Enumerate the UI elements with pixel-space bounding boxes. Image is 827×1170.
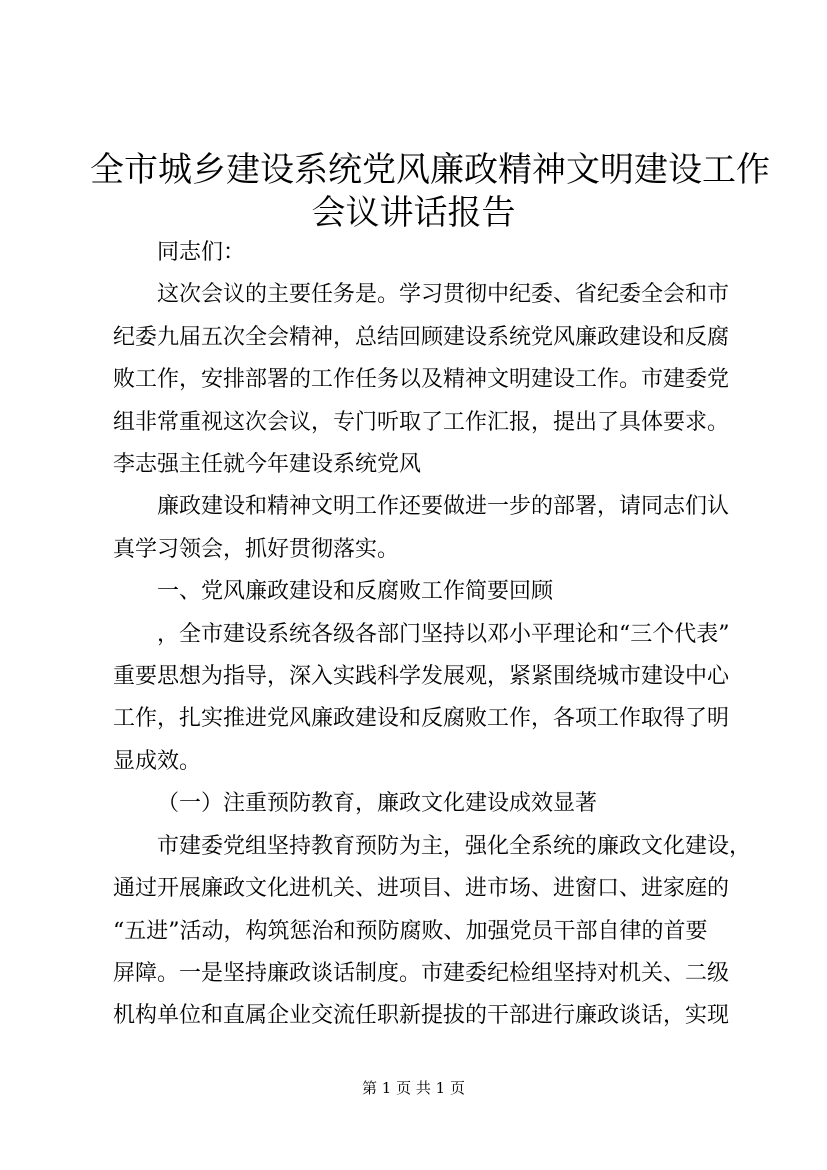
page-footer: 第 1 页 共 1 页 xyxy=(362,1079,465,1097)
text-line: 廉政建设和精神文明工作还要做进一步的部署，请同志们认 xyxy=(157,494,730,520)
text-line: 这次会议的主要任务是。学习贯彻中纪委、省纪委全会和市 xyxy=(157,282,730,308)
text-line: 同志们： xyxy=(157,240,246,265)
text-line: 机构单位和直属企业交流任职新提拔的干部进行廉政谈话，实现 xyxy=(113,1003,730,1029)
text-line: 通过开展廉政文化进机关、进项目、进市场、进窗口、进家庭的 xyxy=(113,876,730,902)
text-line: 纪委九届五次全会精神，总结回顾建设系统党风廉政建设和反腐 xyxy=(113,324,730,350)
text-line: 屏障。一是坚持廉政谈话制度。市建委纪检组坚持对机关、二级 xyxy=(113,960,730,986)
text-line: 市建委党组坚持教育预防为主，强化全系统的廉政文化建设， xyxy=(157,833,752,859)
text-line: 真学习领会，抓好贯彻落实。 xyxy=(113,536,400,562)
text-line: 组非常重视这次会议，专门听取了工作汇报，提出了具体要求。 xyxy=(113,409,730,435)
document-body xyxy=(113,232,752,1038)
paragraph xyxy=(113,486,743,571)
paragraph xyxy=(113,232,743,274)
text-line: ，全市建设系统各级各部门坚持以邓小平理论和“三个代表” xyxy=(157,621,730,647)
paragraph xyxy=(113,274,743,486)
paragraph xyxy=(113,614,743,784)
document-title-line-2: 会议讲话报告 xyxy=(311,193,516,233)
paragraph xyxy=(113,783,743,825)
text-line: 显成效。 xyxy=(113,748,202,774)
text-line: 李志强主任就今年建设系统党风 xyxy=(113,452,422,478)
document-title-line-1: 全市城乡建设系统党风廉政精神文明建设工作 xyxy=(90,150,770,190)
text-line: 重要思想为指导，深入实践科学发展观，紧紧围绕城市建设中心 xyxy=(113,664,730,690)
text-line: 工作，扎实推进党风廉政建设和反腐败工作，各项工作取得了明 xyxy=(113,706,730,732)
paragraph xyxy=(113,571,743,613)
paragraph xyxy=(113,826,752,1038)
text-line: （一）注重预防教育，廉政文化建设成效显著 xyxy=(157,791,598,817)
text-line: “五进”活动，构筑惩治和预防腐败、加强党员干部自律的首要 xyxy=(113,918,708,944)
text-line: 败工作，安排部署的工作任务以及精神文明建设工作。市建委党 xyxy=(113,367,730,393)
text-line: 一、党风廉政建设和反腐败工作简要回顾 xyxy=(157,579,554,605)
